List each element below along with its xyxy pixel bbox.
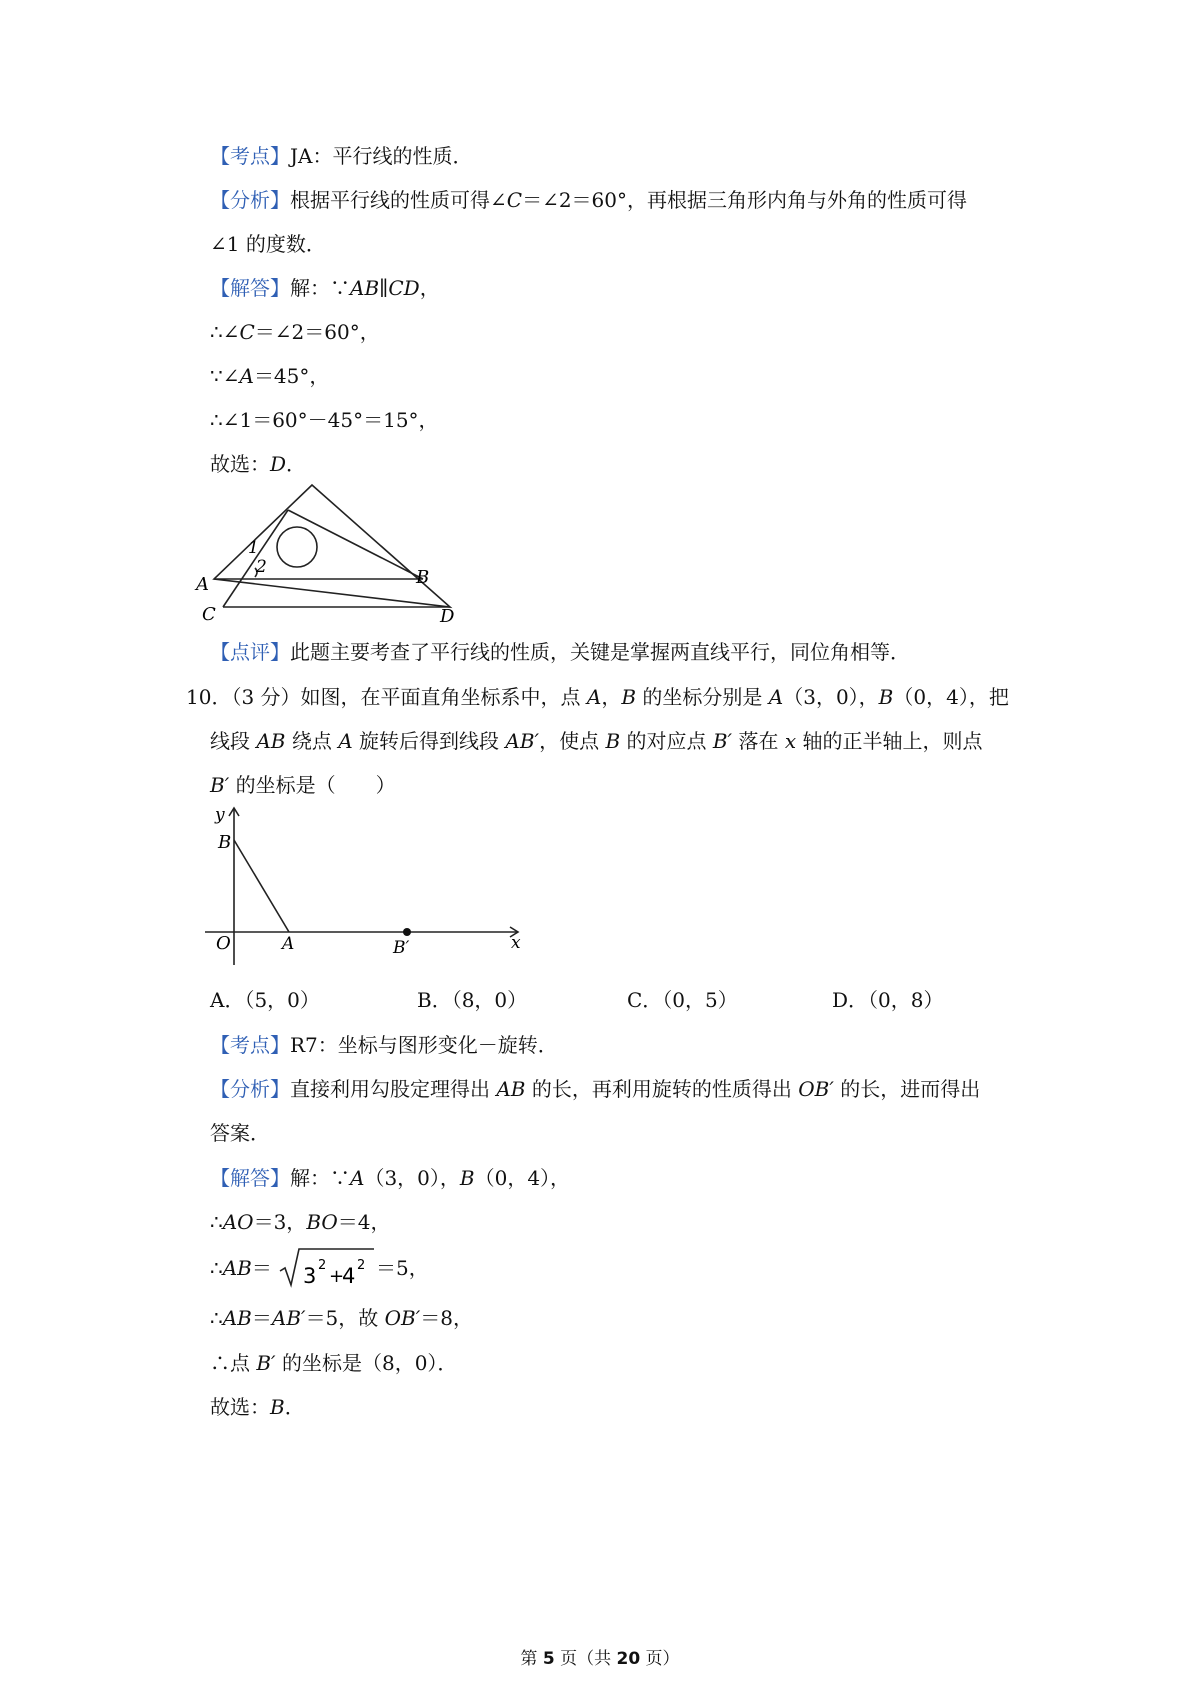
- step-text: ＝3，: [253, 1210, 307, 1234]
- q10-fenxi-line2: 答案．: [210, 1121, 270, 1145]
- s9-guxuan: [210, 450, 306, 478]
- step-text: ∴: [210, 1210, 223, 1234]
- stem-text: 落在: [732, 729, 785, 753]
- option-b: B．（8，0）: [417, 988, 528, 1012]
- fenxi-text: 直接利用勾股定理得出: [290, 1077, 497, 1101]
- label-b-prime: B′: [393, 938, 410, 958]
- label-b: B: [416, 567, 430, 588]
- guxuan-text: 故选：: [210, 1395, 270, 1419]
- set-square-hole: [277, 527, 317, 567]
- step-var: OB′: [384, 1306, 421, 1330]
- fenxi-var: OB′: [798, 1077, 834, 1101]
- label-y: y: [215, 805, 225, 825]
- stem-var: A: [768, 685, 784, 709]
- sqrt-exp-1: 2: [318, 1258, 327, 1273]
- step-text: 的坐标是（8，0）．: [275, 1351, 458, 1375]
- q10-fenxi-line1: [210, 1075, 980, 1103]
- label-d: D: [440, 606, 455, 627]
- sqrt-base-3: 3: [303, 1264, 317, 1288]
- dianping-tag: 【点评】: [210, 640, 290, 664]
- s9-dianping: [210, 638, 910, 666]
- stem-text: 轴的正半轴上，则点: [796, 729, 983, 753]
- label-1: 1: [248, 538, 259, 558]
- label-x: x: [511, 933, 521, 953]
- guxuan-text: ．: [286, 452, 307, 476]
- stem-text: 旋转后得到线段: [352, 729, 506, 753]
- stem-var: B′: [210, 773, 230, 797]
- label-2: 2: [256, 557, 267, 577]
- guxuan-answer: D: [270, 452, 287, 476]
- step-text: ∴点: [210, 1351, 257, 1375]
- guxuan-text: ．: [284, 1395, 305, 1419]
- option-a: A．（5，0）: [210, 988, 320, 1012]
- q10-step2: [210, 1254, 272, 1282]
- fenxi-var: C: [506, 188, 523, 212]
- q10-jieda: [210, 1164, 570, 1192]
- dianping-text: 此题主要考查了平行线的性质，关键是掌握两直线平行，同位角相等．: [290, 640, 910, 664]
- stem-text: 的坐标分别是: [636, 685, 769, 709]
- step-text: ＝∠2＝60°，: [254, 320, 380, 344]
- step-text: ∴: [210, 1306, 223, 1330]
- s9-jieda: [210, 274, 440, 302]
- step-var: B′: [256, 1351, 276, 1375]
- point-b-prime: [403, 928, 411, 936]
- q10-kaodian: [210, 1031, 558, 1059]
- sqrt-plus: +: [329, 1266, 345, 1287]
- footer-text: 页）: [640, 1649, 680, 1669]
- q10-stem-line2: [210, 727, 982, 755]
- step-var: BO: [306, 1210, 338, 1234]
- step-var: AB: [222, 1306, 252, 1330]
- option-d: D．（0，8）: [832, 988, 944, 1012]
- step-text: ∴: [210, 1256, 223, 1280]
- stem-var: B: [621, 685, 637, 709]
- fenxi-var: AB: [496, 1077, 526, 1101]
- sqrt-exp-2: 2: [357, 1258, 366, 1273]
- fenxi-text: 根据平行线的性质可得∠: [290, 188, 507, 212]
- step-text: ＝5，故: [305, 1306, 385, 1330]
- footer-text: 页（共: [554, 1649, 617, 1669]
- guxuan-text: 故选：: [210, 452, 270, 476]
- label-o: O: [216, 933, 231, 954]
- s9-step3: ∴∠1＝60°－45°＝15°，: [210, 408, 439, 432]
- stem-var: x: [784, 729, 797, 753]
- jieda-tag: 【解答】: [210, 276, 290, 300]
- kaodian-tag: 【考点】: [210, 1033, 290, 1057]
- q10-step2-result: ＝5，: [376, 1256, 429, 1280]
- stem-text: 的坐标是（ ）: [229, 773, 396, 797]
- step-var: A: [239, 364, 254, 388]
- sqrt-base-4: 4: [342, 1264, 356, 1288]
- jieda-tag: 【解答】: [210, 1166, 290, 1190]
- stem-var: AB: [256, 729, 286, 753]
- stem-text: ，使点: [539, 729, 606, 753]
- kaodian-tag: 【考点】: [210, 144, 290, 168]
- stem-var: B: [605, 729, 621, 753]
- step-text: ∴∠: [210, 320, 240, 344]
- s9-fenxi-line1: [210, 186, 967, 214]
- segment-ab: [234, 840, 289, 932]
- stem-var: A: [586, 685, 602, 709]
- option-c: C．（0，5）: [627, 988, 738, 1012]
- stem-var: A: [338, 729, 353, 753]
- step-text: ＝: [251, 1256, 272, 1280]
- stem-text: 的对应点: [620, 729, 713, 753]
- stem-text: 10．（3 分）如图，在平面直角坐标系中，点: [186, 685, 587, 709]
- label-a: A: [196, 574, 209, 595]
- stem-text: （0，4），把: [893, 685, 1009, 709]
- q10-stem-line1: [186, 683, 1009, 711]
- label-c: C: [202, 604, 216, 625]
- s9-step2: [210, 362, 329, 390]
- stem-var: AB′: [505, 729, 540, 753]
- label-b: B: [218, 832, 232, 853]
- fenxi-text: 的长，进而得出: [833, 1077, 981, 1101]
- page-footer: [0, 1644, 1200, 1669]
- jieda-text: （0，4），: [474, 1166, 571, 1190]
- parallel-lines-figure: [190, 480, 490, 630]
- jieda-var: AB∥CD: [350, 276, 420, 300]
- kaodian-text: JA：平行线的性质．: [290, 144, 473, 168]
- stem-var: B′: [712, 729, 733, 753]
- step-var: AO: [222, 1210, 254, 1234]
- step-text: ＝4，: [337, 1210, 391, 1234]
- stem-text: 绕点: [285, 729, 339, 753]
- page-total: 20: [616, 1649, 641, 1669]
- stem-text: 线段: [210, 729, 257, 753]
- q10-step3: [210, 1304, 473, 1332]
- jieda-text: （3，0），: [364, 1166, 460, 1190]
- q10-guxuan: [210, 1393, 305, 1421]
- label-a: A: [282, 934, 295, 954]
- kaodian-text: R7：坐标与图形变化－旋转．: [290, 1033, 558, 1057]
- step-var: AB: [222, 1256, 252, 1280]
- step-var: C: [239, 320, 255, 344]
- fenxi-tag: 【分析】: [210, 188, 290, 212]
- q10-step4: [210, 1349, 457, 1377]
- page-number: 5: [542, 1649, 555, 1669]
- q10-step1: [210, 1208, 391, 1236]
- jieda-var: A: [350, 1166, 365, 1190]
- coordinate-figure: [200, 800, 530, 980]
- jieda-text: 解：∵: [290, 1166, 350, 1190]
- s9-fenxi-line2: ∠1 的度数．: [210, 232, 326, 256]
- fenxi-tag: 【分析】: [210, 1077, 290, 1101]
- footer-text: 第: [520, 1649, 543, 1669]
- stem-text: ，: [601, 685, 622, 709]
- step-text: ＝8，: [420, 1306, 474, 1330]
- s9-kaodian: [210, 142, 472, 170]
- guxuan-answer: B: [270, 1395, 285, 1419]
- jieda-text: ，: [419, 276, 440, 300]
- q10-stem-line3: [210, 771, 396, 799]
- stem-text: （3，0），: [783, 685, 879, 709]
- step-var: AB′: [271, 1306, 306, 1330]
- fenxi-text: 的长，再利用旋转的性质得出: [525, 1077, 799, 1101]
- step-text: ∵∠: [210, 364, 240, 388]
- stem-var: B: [878, 685, 894, 709]
- jieda-var: B: [459, 1166, 475, 1190]
- step-text: ＝45°，: [253, 364, 330, 388]
- step-text: ＝: [251, 1306, 272, 1330]
- s9-step1: [210, 318, 380, 346]
- set-square-edge: [288, 510, 423, 579]
- sqrt-expression: [278, 1245, 378, 1289]
- fenxi-text: ＝∠2＝60°，再根据三角形内角与外角的性质可得: [522, 188, 968, 212]
- jieda-text: 解：∵: [290, 276, 350, 300]
